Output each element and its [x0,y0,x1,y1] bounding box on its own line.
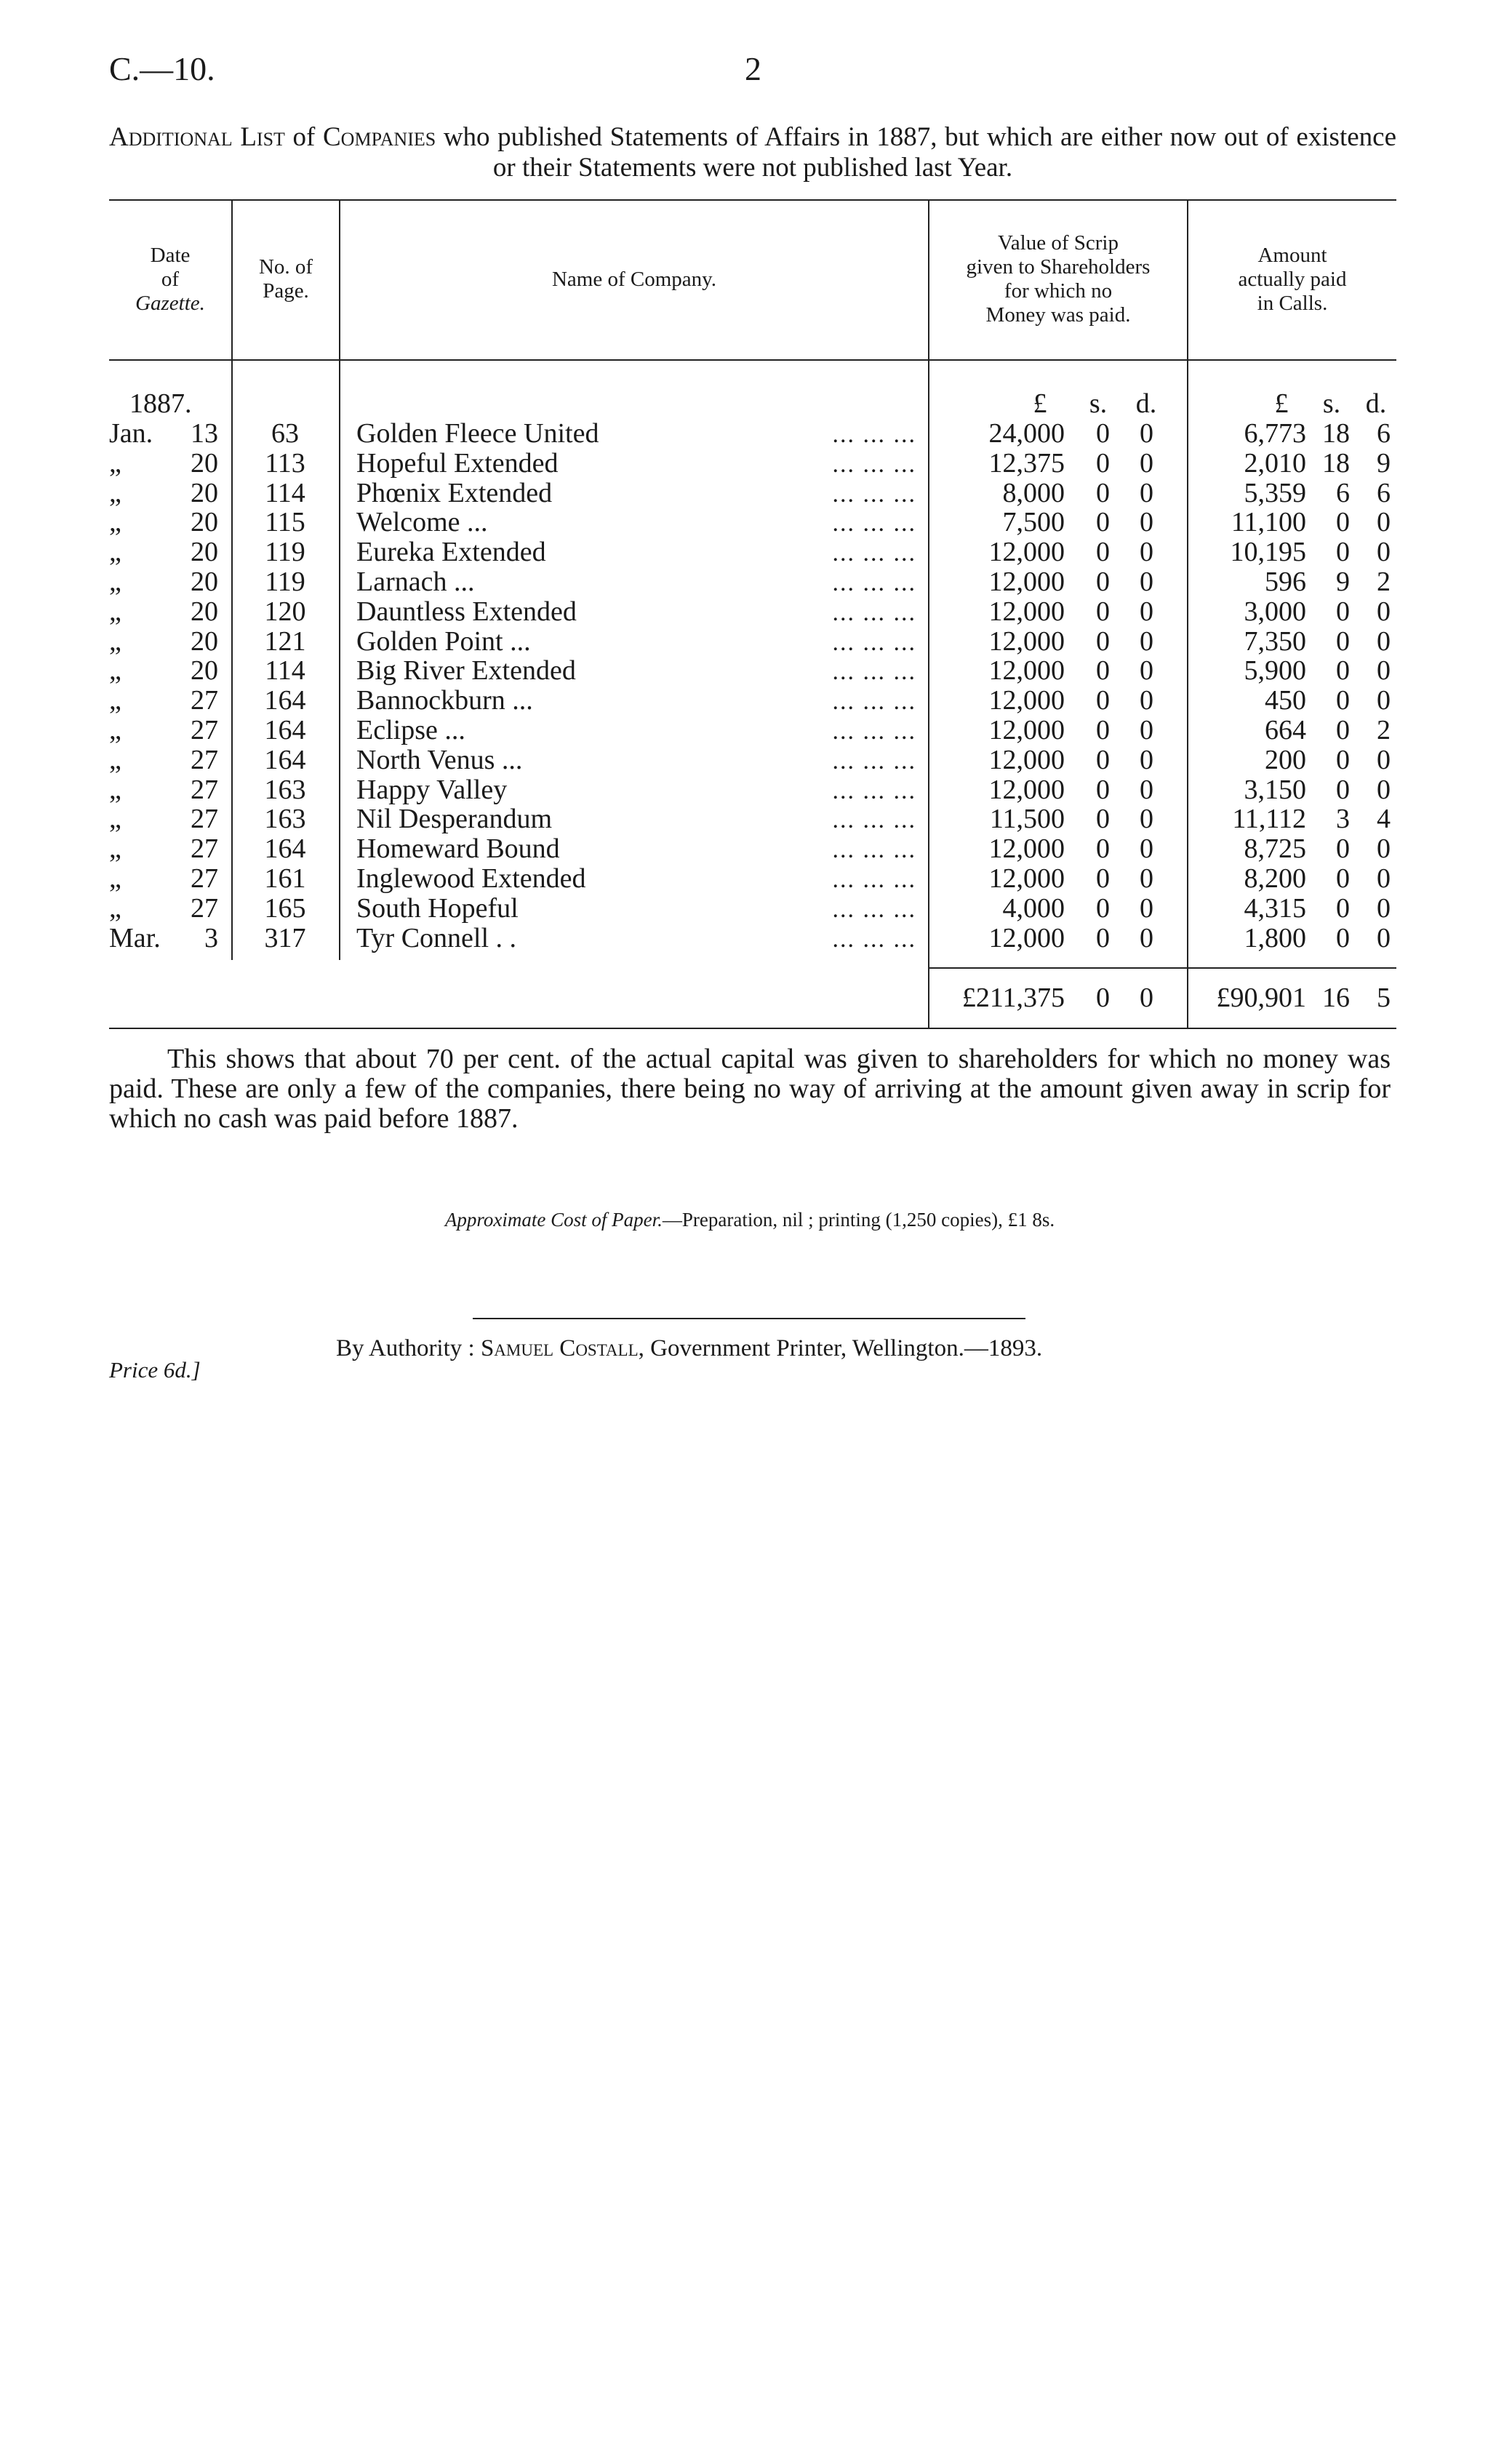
cell-scrip-s: 0 [1096,804,1110,835]
cell-day: 27 [191,744,218,775]
cell-dots: ... ... ... [832,628,916,656]
cell-calls-d: 0 [1377,863,1391,894]
printer-authority [336,1335,1042,1362]
footer-rule [473,1318,1025,1319]
cell-day: 27 [191,892,218,924]
cell-month: „ [109,596,121,627]
cell-calls-s: 0 [1336,774,1350,805]
cell-calls-s: 6 [1336,477,1350,508]
cell-scrip: 7,500 [1002,507,1065,538]
cell-scrip-s: 0 [1096,477,1110,508]
cell-calls-s: 3 [1336,804,1350,835]
cell-scrip: 12,000 [988,685,1065,716]
table-row [0,716,1512,745]
cell-month: „ [109,477,121,508]
heading-text-rest: who published Statements of Affairs in 1887, but which are either now out of existence or their Statements were not published last Year. [436,122,1397,183]
cell-scrip-d: 0 [1140,685,1153,716]
calls-shillings-unit: s. [1322,388,1341,419]
cell-calls-s: 0 [1336,655,1350,687]
cell-calls-s: 0 [1336,596,1350,627]
cell-day: 20 [191,537,218,568]
cell-calls-s: 0 [1336,892,1350,924]
cell-scrip: 12,000 [988,537,1065,568]
cell-calls-s: 0 [1336,715,1350,745]
cell-scrip-s: 0 [1096,447,1110,479]
cell-day: 27 [191,863,218,894]
cell-scrip-s: 0 [1096,833,1110,865]
cell-dots: ... ... ... [832,421,916,448]
calls-pounds-unit: £ [1274,388,1289,419]
cell-scrip: 12,000 [988,567,1065,597]
cell-calls-d: 0 [1377,892,1391,924]
cell-name: Big River Extended [356,655,576,687]
column-header-calls-line2: actually paid [1238,267,1347,291]
cell-dots: ... ... ... [832,480,916,508]
cell-name: Inglewood Extended [356,863,586,894]
cell-name: Eureka Extended [356,537,546,568]
cell-name: Tyr Connell . . [356,922,517,953]
cell-calls: 8,200 [1244,863,1306,894]
total-calls-pounds: £90,901 [1216,983,1306,1013]
page-number: 2 [745,50,761,87]
cell-calls: 7,350 [1244,625,1306,657]
cell-calls: 6,773 [1244,418,1306,449]
cell-calls-d: 2 [1377,715,1391,745]
cell-calls: 10,195 [1230,537,1306,568]
cell-name: South Hopeful [356,892,519,924]
cell-scrip: 12,000 [988,833,1065,865]
table-bottom-rule [109,1028,1396,1029]
cell-calls: 596 [1265,567,1306,597]
cell-dots: ... ... ... [832,688,916,716]
document-reference: C.—10. [109,50,215,87]
cell-calls-s: 0 [1336,537,1350,568]
cell-dots: ... ... ... [832,540,916,567]
heading-text-of: of [284,122,323,152]
cell-scrip-d: 0 [1140,804,1153,835]
cell-page: 63 [271,418,299,449]
cell-name: Happy Valley [356,774,508,805]
cell-name: Dauntless Extended [356,596,577,627]
cell-calls-d: 9 [1377,447,1391,479]
cell-calls-s: 18 [1322,418,1350,449]
cost-note-text: —Preparation, nil ; printing (1,250 copies), £1 8s. [662,1209,1055,1231]
cell-scrip-d: 0 [1140,922,1153,953]
cell-month: „ [109,685,121,716]
cell-scrip-d: 0 [1140,567,1153,597]
cell-scrip: 11,500 [989,804,1065,835]
calls-pence-unit: d. [1365,388,1387,419]
cell-calls-d: 6 [1377,418,1391,449]
cell-name: Larnach ... [356,567,475,597]
cell-scrip-s: 0 [1096,418,1110,449]
cell-dots: ... ... ... [832,747,916,775]
cell-day: 20 [191,507,218,538]
column-header-scrip [929,204,1187,355]
cell-scrip: 12,000 [988,625,1065,657]
cell-scrip-d: 0 [1140,418,1153,449]
column-header-date-line2: of [161,267,180,291]
cell-scrip: 12,000 [988,922,1065,953]
cell-name: Nil Desperandum [356,804,553,835]
cell-calls-d: 0 [1377,537,1391,568]
cell-scrip-d: 0 [1140,507,1153,538]
cell-day: 3 [204,922,218,953]
cell-calls: 2,010 [1244,447,1306,479]
cell-day: 27 [191,715,218,745]
cell-page: 121 [264,625,306,657]
cell-day: 20 [191,567,218,597]
total-scrip-pounds: £211,375 [961,983,1065,1013]
cell-month: „ [109,744,121,775]
cell-scrip-s: 0 [1096,715,1110,745]
cell-calls: 8,725 [1244,833,1306,865]
cell-month: „ [109,833,121,865]
cell-dots: ... ... ... [832,866,916,893]
cell-month: „ [109,625,121,657]
column-header-scrip-line3: for which no [1004,279,1113,303]
cell-calls: 11,100 [1231,507,1306,538]
cell-dots: ... ... ... [832,658,916,686]
cell-scrip-d: 0 [1140,744,1153,775]
cell-calls-s: 0 [1336,685,1350,716]
cell-scrip-s: 0 [1096,567,1110,597]
column-header-name [340,204,928,355]
cell-scrip: 12,000 [988,596,1065,627]
cell-dots: ... ... ... [832,450,916,478]
cell-calls: 450 [1265,685,1306,716]
total-calls-shillings: 16 [1322,983,1350,1013]
table-row [0,686,1512,715]
cell-scrip-d: 0 [1140,537,1153,568]
cell-calls: 11,112 [1232,804,1306,835]
cell-scrip: 12,000 [988,863,1065,894]
cell-scrip-s: 0 [1096,744,1110,775]
cell-page: 114 [265,655,305,687]
cell-day: 13 [191,418,218,449]
cell-page: 164 [264,685,306,716]
column-header-page-line1: No. of [258,255,313,279]
summary-paragraph: This shows that about 70 per cent. of the actual capital was given to shareholders for which no money was paid. These are only a few of the companies, there being no way of arriving at the amount given away in scrip for which no cash was paid before 1887. [109,1044,1391,1134]
cell-name: Homeward Bound [356,833,560,865]
table-heading [109,122,1396,183]
cell-scrip-s: 0 [1096,507,1110,538]
scrip-pence-unit: d. [1135,388,1157,419]
cost-note-label: Approximate Cost of Paper. [444,1209,663,1231]
table-top-rule [109,199,1396,201]
cell-calls-d: 0 [1377,655,1391,687]
column-header-name-text: Name of Company. [551,267,717,291]
cell-name: Eclipse ... [356,715,465,745]
cell-scrip: 12,000 [988,655,1065,687]
cell-scrip: 4,000 [1002,892,1065,924]
table-row [0,864,1512,893]
year-units-row [0,389,1512,418]
total-scrip-shillings: 0 [1096,983,1110,1013]
cell-dots: ... ... ... [832,599,916,626]
cell-scrip: 12,000 [988,744,1065,775]
cell-scrip-d: 0 [1140,477,1153,508]
cell-scrip-s: 0 [1096,655,1110,687]
cell-calls: 3,150 [1244,774,1306,805]
table-row [0,537,1512,567]
cell-name: Golden Point ... [356,625,531,657]
column-header-page-line2: Page. [263,279,309,303]
cell-name: Bannockburn ... [356,685,533,716]
cell-scrip-d: 0 [1140,715,1153,745]
scrip-shillings-unit: s. [1089,388,1108,419]
scrip-pounds-unit: £ [1033,388,1047,419]
column-header-scrip-line4: Money was paid. [985,303,1131,327]
column-header-scrip-line2: given to Shareholders [966,255,1151,279]
cell-dots: ... ... ... [832,569,916,596]
cell-scrip-s: 0 [1096,596,1110,627]
table-row [0,656,1512,685]
cell-calls-s: 18 [1322,447,1350,479]
cell-calls-s: 0 [1336,625,1350,657]
cell-page: 119 [265,567,305,597]
column-header-calls-line3: in Calls. [1257,291,1328,315]
cell-scrip-d: 0 [1140,655,1153,687]
cell-day: 20 [191,596,218,627]
cell-calls-d: 0 [1377,507,1391,538]
cell-day: 27 [191,833,218,865]
cell-page: 119 [265,537,305,568]
cell-day: 20 [191,625,218,657]
cell-calls-s: 0 [1336,922,1350,953]
table-row [0,894,1512,923]
cell-scrip-s: 0 [1096,625,1110,657]
cell-scrip: 12,000 [988,715,1065,745]
cell-page: 163 [264,804,306,835]
cell-page: 317 [264,922,306,953]
cell-page: 164 [264,715,306,745]
cell-calls: 5,359 [1244,477,1306,508]
table-row [0,775,1512,804]
table-row [0,567,1512,596]
cost-note [109,1209,1391,1231]
printer-name: Samuel Costall [480,1335,639,1361]
cell-name: North Venus ... [356,744,523,775]
cell-day: 27 [191,685,218,716]
cell-calls: 5,900 [1244,655,1306,687]
cell-calls: 4,315 [1244,892,1306,924]
cell-scrip-s: 0 [1096,922,1110,953]
cell-calls-s: 0 [1336,833,1350,865]
cell-calls: 664 [1265,715,1306,745]
cell-page: 165 [264,892,306,924]
table-row [0,479,1512,508]
table-row [0,597,1512,626]
cell-month: „ [109,655,121,687]
cell-scrip-s: 0 [1096,863,1110,894]
cell-calls-d: 0 [1377,774,1391,805]
cell-month: „ [109,537,121,568]
cell-scrip-d: 0 [1140,863,1153,894]
cell-month: „ [109,507,121,538]
column-header-date-line1: Date [150,243,191,267]
cell-day: 27 [191,804,218,835]
cell-month: Jan. [109,418,153,449]
cell-scrip-d: 0 [1140,625,1153,657]
cell-calls-d: 0 [1377,685,1391,716]
table-row [0,834,1512,863]
cell-scrip-d: 0 [1140,892,1153,924]
cell-scrip-s: 0 [1096,685,1110,716]
column-header-calls-line1: Amount [1257,243,1327,267]
column-header-date [109,204,231,355]
column-header-scrip-line1: Value of Scrip [998,231,1119,255]
cell-scrip-s: 0 [1096,774,1110,805]
totals-row [0,983,1512,1012]
cell-calls-d: 0 [1377,744,1391,775]
cell-page: 120 [264,596,306,627]
total-calls-pence: 5 [1377,983,1391,1013]
cell-scrip: 12,000 [988,774,1065,805]
heading-word-list: List [240,122,285,152]
cell-scrip-s: 0 [1096,537,1110,568]
table-row [0,924,1512,953]
cell-month: „ [109,804,121,835]
cell-calls: 1,800 [1244,922,1306,953]
totals-rule [928,967,1396,969]
table-row [0,508,1512,537]
column-header-calls [1188,204,1396,355]
cell-page: 114 [265,477,305,508]
cell-scrip-s: 0 [1096,892,1110,924]
total-scrip-pence: 0 [1140,983,1153,1013]
table-row [0,804,1512,833]
cell-dots: ... ... ... [832,777,916,804]
cell-day: 20 [191,655,218,687]
cell-scrip: 24,000 [988,418,1065,449]
table-row [0,627,1512,656]
cell-page: 113 [265,447,305,479]
price-label: Price 6d.] [109,1357,201,1383]
table-row [0,449,1512,478]
cell-name: Welcome ... [356,507,488,538]
heading-word-additional: Additional [109,122,233,152]
cell-dots: ... ... ... [832,807,916,834]
cell-scrip-d: 0 [1140,596,1153,627]
cell-month: „ [109,892,121,924]
cell-calls-d: 2 [1377,567,1391,597]
cell-page: 163 [264,774,306,805]
cell-calls-s: 0 [1336,744,1350,775]
cell-day: 20 [191,447,218,479]
cell-calls-d: 0 [1377,833,1391,865]
cell-calls-s: 0 [1336,507,1350,538]
cell-month: „ [109,863,121,894]
cell-page: 161 [264,863,306,894]
cell-day: 27 [191,774,218,805]
column-header-date-line3: Gazette. [135,291,205,315]
cell-scrip-d: 0 [1140,833,1153,865]
authority-suffix: , Government Printer, Wellington.—1893. [638,1335,1043,1361]
cell-name: Hopeful Extended [356,447,559,479]
authority-prefix: By Authority : [336,1335,481,1361]
cell-scrip-d: 0 [1140,447,1153,479]
cell-dots: ... ... ... [832,510,916,537]
year-label: 1887. [129,388,192,419]
cell-month: „ [109,774,121,805]
table-row [0,745,1512,775]
cell-page: 164 [264,833,306,865]
cell-name: Phœnix Extended [356,477,553,508]
cell-page: 164 [264,744,306,775]
cell-month: „ [109,447,121,479]
cell-month: „ [109,567,121,597]
cell-scrip: 8,000 [1002,477,1065,508]
cell-dots: ... ... ... [832,718,916,745]
cell-scrip: 12,375 [988,447,1065,479]
cell-calls: 200 [1265,744,1306,775]
cell-calls-d: 0 [1377,922,1391,953]
cell-scrip-d: 0 [1140,774,1153,805]
cell-calls-s: 9 [1336,567,1350,597]
cell-dots: ... ... ... [832,895,916,923]
cell-page: 115 [265,507,305,538]
cell-calls-d: 4 [1377,804,1391,835]
cell-name: Golden Fleece United [356,418,599,449]
cell-month: Mar. [109,922,161,953]
cell-calls-d: 6 [1377,477,1391,508]
cell-dots: ... ... ... [832,836,916,864]
heading-word-companies: Companies [323,122,436,152]
cell-month: „ [109,715,121,745]
cell-calls-s: 0 [1336,863,1350,894]
cell-calls: 3,000 [1244,596,1306,627]
cell-dots: ... ... ... [832,925,916,953]
cell-calls-d: 0 [1377,596,1391,627]
table-header-rule [109,359,1396,361]
column-header-page [233,204,339,355]
cell-calls-d: 0 [1377,625,1391,657]
cell-day: 20 [191,477,218,508]
table-row [0,419,1512,448]
